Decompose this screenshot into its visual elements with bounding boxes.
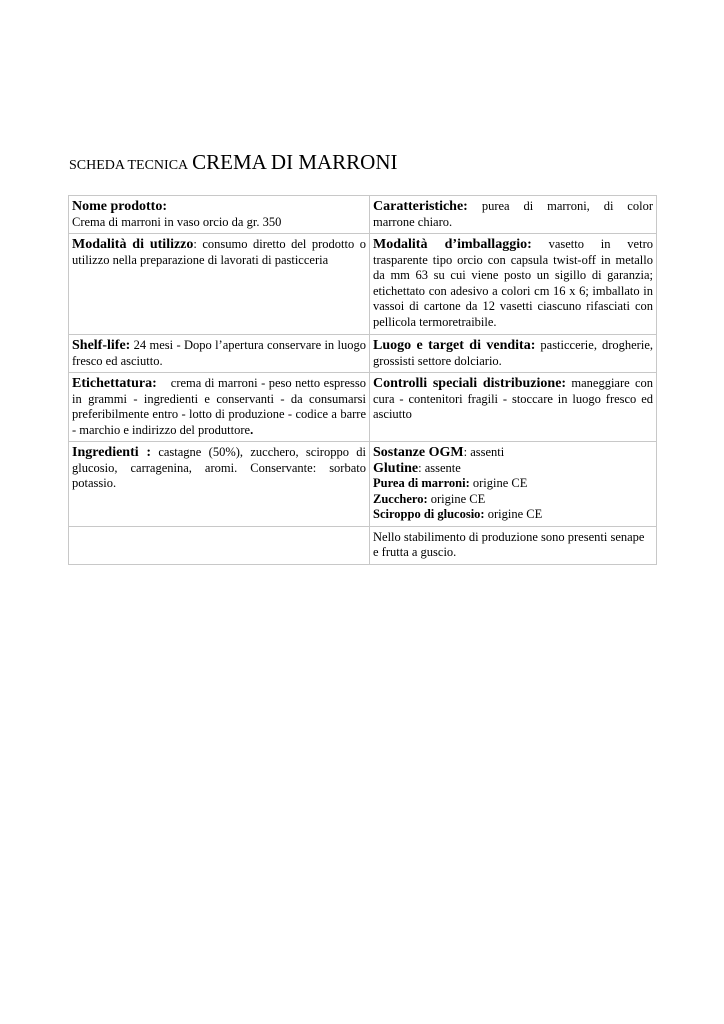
chestnut-puree-line xyxy=(373,476,653,492)
cell-sales-target xyxy=(370,335,657,373)
gluten-label: Glutine xyxy=(373,460,419,476)
title-prefix: SCHEDA TECNICA xyxy=(69,158,189,173)
distribution-text: maneggiare con cura - contenitori fragili - stoccare in luogo fresco ed asciutto xyxy=(373,376,654,421)
cell-allergen-note xyxy=(370,526,657,564)
cell-labeling xyxy=(69,373,370,442)
gluten-line xyxy=(373,461,653,477)
sugar-line xyxy=(373,492,653,508)
ingredients-text: castagne (50%), zucchero, sciroppo di glucosio, carragenina, aromi. Conservante: sorbato potassio. xyxy=(72,445,366,490)
sugar-label: Zucchero: xyxy=(373,491,428,506)
ogm-label: Sostanze OGM xyxy=(373,445,464,460)
table-row xyxy=(69,196,657,234)
shelf-life-heading: Shelf-life: xyxy=(72,338,131,353)
sales-target-text: pasticcerie, drogherie, grossisti settore dolciario. xyxy=(373,338,653,368)
cell-ingredients xyxy=(69,442,370,527)
cell-empty xyxy=(69,526,370,564)
product-name-heading: Nome prodotto: xyxy=(72,199,168,214)
labeling-heading: Etichettatura: xyxy=(72,376,157,391)
sales-target-heading: Luogo e target di vendita: xyxy=(373,338,536,353)
title-product: CREMA DI MARRONI xyxy=(192,150,398,174)
characteristics-heading: Caratteristiche: xyxy=(373,199,468,214)
gluten-value: : assente xyxy=(418,460,461,475)
cell-product-name xyxy=(69,196,370,234)
cell-usage xyxy=(69,234,370,335)
table-row xyxy=(69,373,657,442)
packaging-heading: Modalità d’imballaggio: xyxy=(373,237,532,252)
usage-text: : consumo diretto del prodotto o utilizzo nella preparazione di lavorati di pasticceria xyxy=(72,237,366,267)
table-row xyxy=(69,526,657,564)
sugar-value: origine CE xyxy=(427,491,486,506)
document-title xyxy=(69,152,398,173)
cell-origins xyxy=(370,442,657,527)
spec-table xyxy=(68,195,657,565)
allergen-note-text: Nello stabilimento di produzione sono presenti senape e frutta a guscio. xyxy=(373,529,645,559)
table-row xyxy=(69,335,657,373)
cell-shelf-life xyxy=(69,335,370,373)
product-name-text: Crema di marroni in vaso orcio da gr. 350 xyxy=(72,214,282,229)
table-row xyxy=(69,442,657,527)
ingredients-heading: Ingredienti : xyxy=(72,445,151,460)
characteristics-text: purea di marroni, di color marrone chiaro. xyxy=(373,199,653,229)
table-row xyxy=(69,234,657,335)
cell-distribution-controls xyxy=(370,373,657,442)
labeling-text: crema di marroni - peso netto espresso in grammi - ingredienti e conservanti - da consumarsi preferibilmente entro - lotto di produzione - codice a barre - marchio e indirizzo del produttore xyxy=(72,376,366,437)
glucose-syrup-label: Sciroppo di glucosio: xyxy=(373,507,485,521)
ogm-line xyxy=(373,445,653,461)
glucose-syrup-value: origine CE xyxy=(484,507,543,521)
cell-characteristics xyxy=(370,196,657,234)
labeling-end: . xyxy=(250,422,254,437)
packaging-text: vasetto in vetro trasparente tipo orcio con capsula twist-off in metallo da mm 63 su cui viene posto un sigillo di garanzia; etichettato con adesivo a colori cm 16 x 6; imballato in vassoi di cartone da 12 vasetti ciascuno rifasciati con pellicola termoretraibile. xyxy=(373,237,653,329)
chestnut-puree-label: Purea di marroni: xyxy=(373,476,470,490)
cell-packaging xyxy=(370,234,657,335)
glucose-syrup-line xyxy=(373,507,653,523)
distribution-heading: Controlli speciali distribuzione: xyxy=(373,376,567,391)
shelf-life-text: 24 mesi - Dopo l’apertura conservare in luogo fresco ed asciutto. xyxy=(72,338,366,368)
usage-heading: Modalità di utilizzo xyxy=(72,237,194,252)
chestnut-puree-value: origine CE xyxy=(469,476,528,490)
ogm-value: : assenti xyxy=(463,445,505,459)
